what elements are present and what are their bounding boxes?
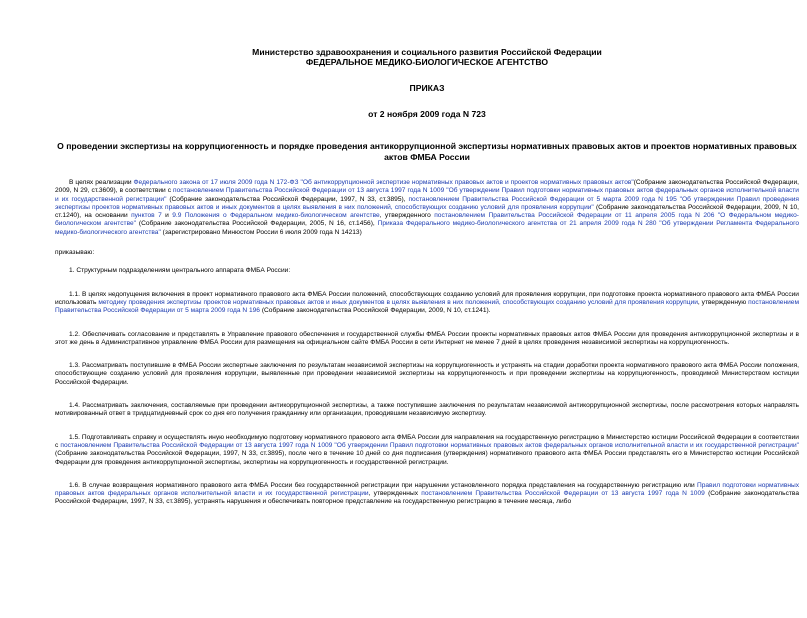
link-resolution-1009[interactable]: постановлением Правительства Российской Федерации от 13 августа 1997 года N 1009 "Об утверждении Правил подготовки нормативных правовых актов федеральных органов исполнительной власти и их государственной регистрации" <box>55 187 799 203</box>
link-point-9-9[interactable]: 9.9 Положения о Федеральном медико-биологическом агентстве <box>172 212 380 220</box>
link-methodology[interactable]: методику проведения экспертизы проектов нормативных правовых актов и иных документов в целях выявления в них положений, способствующих созданию условий для проявления коррупции <box>98 298 698 306</box>
document-page <box>0 47 807 618</box>
order-word: приказываю: <box>55 249 95 257</box>
link-point-7[interactable]: пунктов 7 <box>131 212 162 220</box>
intro-text-2: (Собрание законодательства Российской Федерации, 2009, N 29, ст.3609), в соответствии с <box>55 179 799 195</box>
item-1-6 <box>55 482 799 507</box>
link-resolution-206[interactable]: постановлением Правительства Российской Федерации от 11 апреля 2005 года N 206 "О Федеральном медико-биологическом агентстве" <box>55 212 799 228</box>
intro-paragraph <box>55 179 799 237</box>
item-1-6-text-1: 1.6. В случае возвращения нормативного правового акта ФМБА России без государственной регистрации при нарушении установленного порядка представления на государственную регистрацию или <box>69 481 697 489</box>
item-1-1-text-1: 1.1. В целях недопущения включения в проект нормативного правового акта ФМБА России положений, способствующих созданию условий для проявления коррупции, при подготовке проекта нормативного правового акта ФМБА России использовать <box>55 290 799 306</box>
doc-type-heading: ПРИКАЗ <box>409 83 445 93</box>
link-order-280[interactable]: Приказа Федерального медико-биологического агентства от 21 апреля 2009 года N 280 "Об утверждении Регламента Федерального медико-биологического агентства" <box>55 220 800 236</box>
date-number-heading: от 2 ноября 2009 года N 723 <box>368 109 486 119</box>
link-federal-law-172[interactable]: Федерального закона от 17 июля 2009 года N 172-ФЗ "Об антикоррупционной экспертизе нормативных правовых актов и проектов нормативных правовых актов" <box>133 179 634 186</box>
item-1-5-text-2: (Собрание законодательства Российской Федерации, 1997, N 33, ст.3895), после чего в течение 10 дней со дня подписания (утверждения) нормативного правового акта ФМБА России представлять его в Министерство юстиции Российской Федерации для проведения антикоррупционной экспертизы, экспертизы на коррупциогенность и государственной регистрации. <box>55 450 799 466</box>
link-rules-1009[interactable]: Правил подготовки нормативных правовых актов федеральных органов исполнительной власти и их государственной регистрации <box>55 481 799 498</box>
link-resolution-196[interactable]: постановлением Правительства Российской Федерации от 5 марта 2009 года N 196 <box>55 298 799 315</box>
intro-text-7: (Собрание законодательства Российской Федерации, 2005, N 16, ст.1456), <box>136 220 378 228</box>
intro-text-5: и <box>161 212 173 220</box>
item-1-5-text-1: 1.5. Подготавливать справку и осуществлять иную необходимую подготовку нормативного правового акта ФМБА России для направления на государственную регистрацию в Министерство юстиции Российской Федерации в соответствии с <box>55 433 799 449</box>
item-1-6-text-3: (Собрание законодательства Российской Федерации, 1997, N 33, ст.3895), устранять нарушения и обеспечивать повторное представление на государственную регистрацию в течение месяца, либо <box>55 490 799 506</box>
intro-text-4: (Собрание законодательства Российской Федерации, 2009, N 10, ст.1240), на основании <box>55 203 799 220</box>
ministry-heading: Министерство здравоохранения и социального развития Российской Федерации <box>252 47 602 57</box>
intro-text-6: , утвержденного <box>379 212 435 220</box>
item-1-1-text-3: (Собрание законодательства Российской Федерации, 2009, N 10, ст.1241). <box>259 307 491 315</box>
agency-heading: ФЕДЕРАЛЬНОЕ МЕДИКО-БИОЛОГИЧЕСКОЕ АГЕНТСТВО <box>305 57 549 67</box>
intro-text-8: (зарегистрировано Минюстом России 6 июля 2009 года N 14213) <box>160 228 362 236</box>
item-1-3: 1.3. Рассматривать поступившие в ФМБА России экспертные заключения по результатам независимой экспертизы на коррупциогенность и устранять на стадии доработки проекта нормативного правового акта ФМБА России положения, способствующие созданию условий для проявления коррупции, выявленные при проведении независимой экспертизы на коррупциогенность и при проведении экспертизы на коррупциогенность, проводимой Министерством юстиции Российской Федерации. <box>55 362 799 386</box>
intro-text-3: (Собрание законодательства Российской Федерации, 1997, N 33, ст.3895), <box>166 195 409 203</box>
link-resolution-195[interactable]: постановлением Правительства Российской Федерации от 5 марта 2009 года N 195 "Об утверждении Правил проведения экспертизы проектов нормативных правовых актов и иных документов в целях выявления в них положений, способствующих созданию условий для проявления коррупции" <box>55 195 799 211</box>
item-1-6-text-2: , утвержденных <box>368 490 422 498</box>
item-1-5 <box>55 434 799 467</box>
item-1-4: 1.4. Рассматривать заключения, составляемые при проведении антикоррупционной экспертизы, а также поступившие заключения по результатам независимой антикоррупционной экспертизы, после рассмотрения которых направлять мотивированный ответ в тридцатидневный срок со дня его получения гражданину или организации, проводившим независимую экспертизу. <box>55 402 799 418</box>
intro-text-1: В целях реализации <box>69 179 134 186</box>
document-title: О проведении экспертизы на коррупциогенность и порядке проведения антикоррупционной экспертизы нормативных правовых актов и проектов нормативных правовых актов ФМБА России <box>57 141 797 162</box>
item-1-1-text-2: , утвержденную <box>697 298 749 306</box>
item-1-1 <box>55 291 799 316</box>
item-1: 1. Структурным подразделениям центрального аппарата ФМБА России: <box>69 267 291 275</box>
item-1-2: 1.2. Обеспечивать согласование и представлять в Управление правового обеспечения и государственной службы ФМБА России проекты нормативных правовых актов ФМБА России для проведения антикоррупционной экспертизы и в этот же день в Административное управление ФМБА России для размещения на официальном сайте ФМБА России в сети Интернет не менее 7 дней в целях проведения независимой экспертизы на коррупциогенность. <box>55 330 799 346</box>
link-resolution-1009-b[interactable]: постановлением Правительства Российской Федерации от 13 августа 1997 года N 1009 "Об утверждении Правил подготовки нормативных правовых актов федеральных органов исполнительной власти и их государственной регистрации" <box>60 441 799 449</box>
link-resolution-1009-c[interactable]: постановлением Правительства Российской Федерации от 13 августа 1997 года N 1009 <box>421 490 705 498</box>
